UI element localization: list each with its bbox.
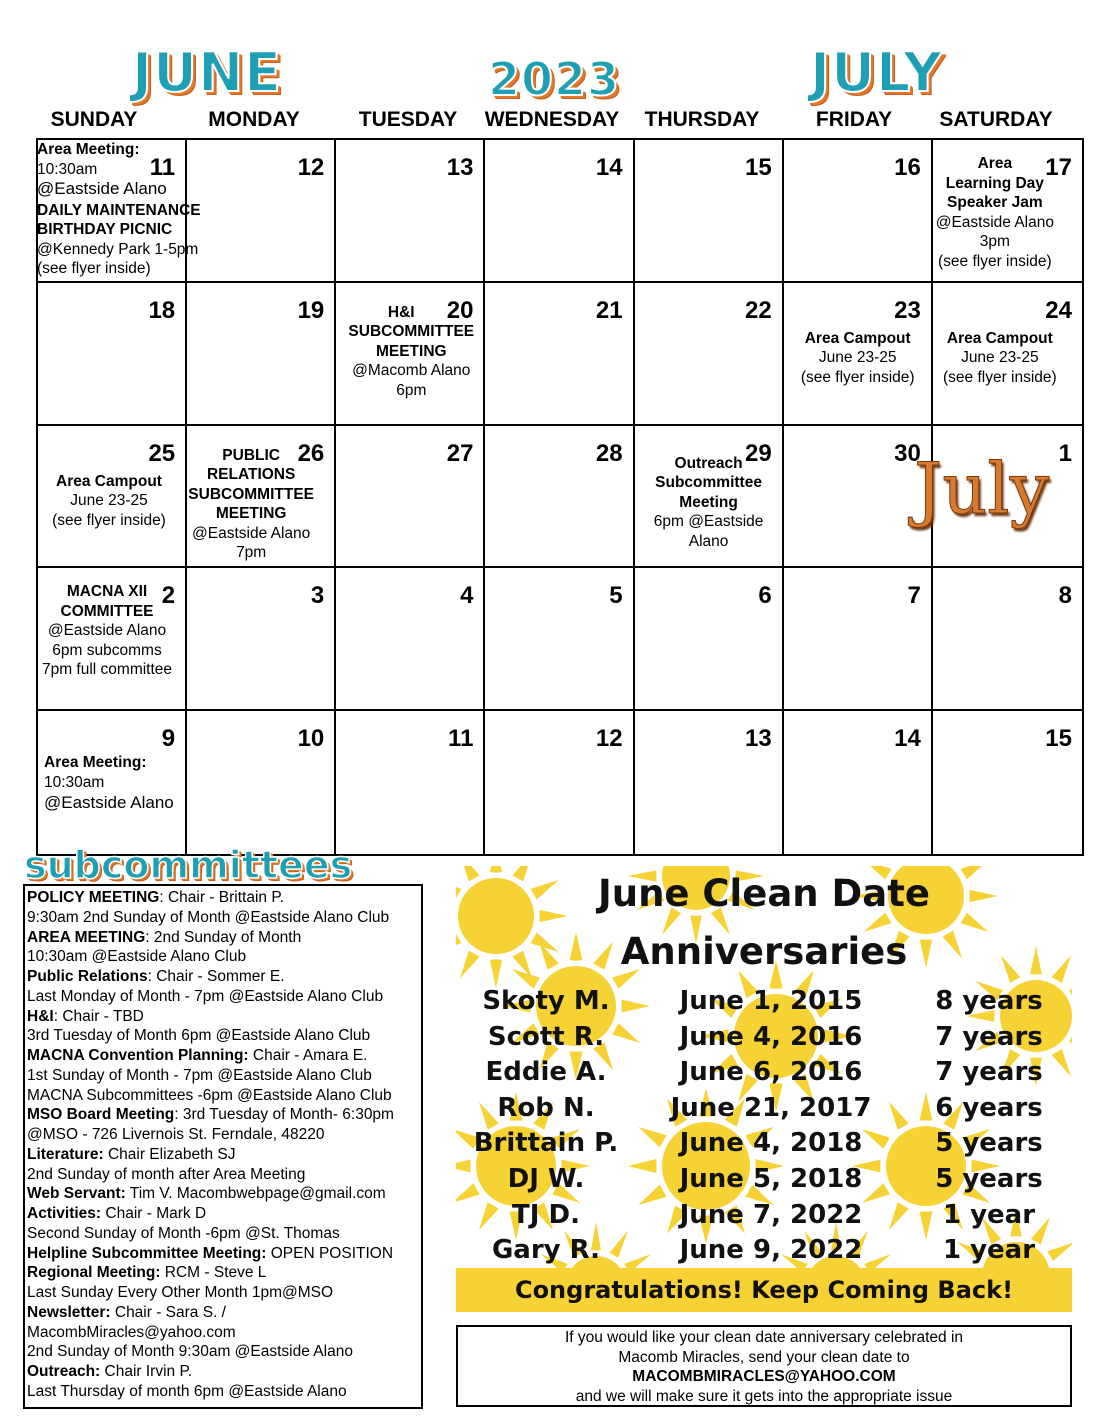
subcommittee-line: MSO Board Meeting: 3rd Tuesday of Month- 6:30pm xyxy=(27,1106,394,1124)
subcommittee-line: 3rd Tuesday of Month 6pm @Eastside Alano Club xyxy=(27,1027,371,1045)
anniversary-name: TJ D. xyxy=(512,1199,580,1230)
day-name-sunday: SUNDAY xyxy=(50,108,138,131)
subcommittee-line: 2nd Sunday of Month 9:30am @Eastside Alano xyxy=(27,1343,353,1361)
event-area-meeting: Area Meeting: 10:30am @Eastside Alano xyxy=(44,754,174,813)
anniversary-date: June 9, 2022 xyxy=(679,1235,863,1266)
day-number: 19 xyxy=(297,296,325,324)
anniversary-name: Gary R. xyxy=(491,1235,601,1266)
notice-email[interactable]: MACOMBMIRACLES@YAHOO.COM xyxy=(632,1368,896,1386)
day-number: 15 xyxy=(745,154,772,181)
day-cell[interactable] xyxy=(784,568,933,711)
day-cell[interactable] xyxy=(336,568,485,711)
day-cell[interactable] xyxy=(187,140,336,283)
event-macna-committee: MACNA XII COMMITTEE @Eastside Alano 6pm subcomms 7pm full committee xyxy=(41,583,173,679)
day-number: 4 xyxy=(460,582,474,610)
day-number: 26 xyxy=(297,439,325,467)
anniversary-name: Rob N. xyxy=(497,1092,595,1123)
anniversary-date: June 21, 2017 xyxy=(670,1092,872,1123)
day-name-saturday: SATURDAY xyxy=(939,108,1053,131)
anniversary-row xyxy=(456,1128,1072,1164)
day-number: 29 xyxy=(745,439,772,467)
anniversary-date: June 6, 2016 xyxy=(679,1057,863,1088)
anniversary-date: June 1, 2015 xyxy=(679,986,863,1016)
day-number: 16 xyxy=(894,154,921,181)
anniversaries-subtitle: Anniversaries xyxy=(620,930,908,973)
event-area-campout: Area Campout June 23-25 (see flyer inside) xyxy=(942,329,1057,386)
day-cell[interactable] xyxy=(933,140,1082,283)
event-area-campout: Area Campout June 23-25 (see flyer inside) xyxy=(52,472,166,529)
day-number: 12 xyxy=(297,154,325,181)
day-number: 27 xyxy=(446,439,474,467)
subcommittees-title: subcommittees xyxy=(24,843,353,887)
anniversary-years: 1 year xyxy=(942,1235,1036,1266)
subcommittee-line: Newsletter: Chair - Sara S. / xyxy=(27,1303,226,1321)
anniversaries-title: June Clean Date xyxy=(597,872,930,915)
day-number: 18 xyxy=(148,296,176,324)
subcommittee-line: Last Sunday Every Other Month 1pm@MSO xyxy=(27,1284,334,1301)
subcommittee-line: Web Servant: Tim V. Macombwebpage@gmail.com xyxy=(27,1185,386,1203)
subcommittee-line: POLICY MEETING: Chair - Brittain P. xyxy=(27,889,284,906)
subcommittee-line: AREA MEETING: 2nd Sunday of Month xyxy=(27,928,302,946)
day-cell[interactable] xyxy=(784,426,1050,569)
day-cell[interactable] xyxy=(485,711,634,854)
day-cell[interactable] xyxy=(336,283,485,426)
anniversary-row xyxy=(456,1200,1072,1236)
day-number: 2 xyxy=(161,582,176,610)
day-number: 28 xyxy=(595,439,623,467)
notice-line: and we will make sure it gets into the appropriate issue xyxy=(575,1387,953,1405)
day-cell[interactable] xyxy=(187,568,336,711)
subcommittee-line: Last Monday of Month - 7pm @Eastside Alano Club xyxy=(27,987,384,1005)
anniversary-name: Scott R. xyxy=(487,1021,605,1052)
day-number: 14 xyxy=(595,154,623,181)
day-cell[interactable] xyxy=(635,283,784,426)
day-number: 1 xyxy=(1058,439,1072,467)
subcommittee-line: 10:30am @Eastside Alano Club xyxy=(27,948,247,966)
day-cell[interactable] xyxy=(187,711,336,854)
anniversary-years: 1 year xyxy=(942,1199,1036,1230)
subcommittee-line: MACNA Convention Planning: Chair - Amara E. xyxy=(27,1047,368,1064)
day-cell[interactable] xyxy=(38,283,187,426)
anniversary-years: 8 years xyxy=(935,986,1043,1016)
anniversary-name: Brittain P. xyxy=(473,1128,619,1159)
day-name-friday: FRIDAY xyxy=(815,108,893,131)
day-cell[interactable] xyxy=(485,568,634,711)
anniversary-years: 7 years xyxy=(935,1057,1043,1088)
subcommittees-list xyxy=(23,884,423,1409)
anniversary-years: 5 years xyxy=(935,1164,1043,1194)
day-number: 15 xyxy=(1045,725,1072,753)
day-number: 23 xyxy=(894,296,921,324)
month-title-july: JULY xyxy=(810,41,944,104)
anniversary-row xyxy=(456,986,1072,1022)
anniversary-row xyxy=(456,1093,1072,1129)
subcommittee-line: MACNA Subcommittees -6pm @Eastside Alano Club xyxy=(27,1086,392,1104)
day-number: 30 xyxy=(894,439,921,467)
subcommittee-line: H&I: Chair - TBD xyxy=(27,1007,144,1025)
anniversary-row xyxy=(456,1164,1072,1200)
day-number: 11 xyxy=(149,154,176,181)
day-name-thursday: THURSDAY xyxy=(644,108,760,131)
congrats-text: Congratulations! Keep Coming Back! xyxy=(514,1276,1014,1304)
day-number: 21 xyxy=(595,296,623,324)
day-cell[interactable] xyxy=(187,426,336,569)
notice-line: Macomb Miracles, send your clean date to xyxy=(618,1348,910,1366)
day-cell[interactable] xyxy=(187,283,336,426)
anniversary-date: June 5, 2018 xyxy=(679,1164,863,1194)
day-number: 17 xyxy=(1045,154,1072,181)
subcommittee-line: Literature: Chair Elizabeth SJ xyxy=(27,1145,236,1163)
day-number: 8 xyxy=(1058,582,1072,610)
day-name-monday: MONDAY xyxy=(208,108,300,131)
month-title-june: JUNE xyxy=(132,41,283,104)
day-number: 12 xyxy=(595,725,623,753)
day-number: 13 xyxy=(446,154,474,181)
day-number: 6 xyxy=(758,582,772,610)
event-hi-subcommittee: H&I SUBCOMMITTEE MEETING @Macomb Alano 6pm xyxy=(348,303,475,399)
anniversary-name: Eddie A. xyxy=(485,1057,607,1088)
day-cell[interactable] xyxy=(784,283,933,426)
day-cell[interactable] xyxy=(37,140,201,283)
day-number: 22 xyxy=(745,296,772,324)
day-number: 14 xyxy=(894,725,921,753)
event-area-campout: Area Campout June 23-25 (see flyer inside) xyxy=(800,329,915,386)
day-cell[interactable] xyxy=(485,426,634,569)
anniversaries-panel xyxy=(456,866,1072,1312)
day-cell[interactable] xyxy=(635,568,784,711)
day-cell[interactable] xyxy=(336,711,485,854)
day-cell[interactable] xyxy=(784,711,933,854)
day-number: 13 xyxy=(745,725,772,753)
subcommittee-line: Public Relations: Chair - Sommer E. xyxy=(27,968,285,985)
day-number: 5 xyxy=(609,582,623,610)
day-number: 9 xyxy=(161,725,176,753)
anniversary-name: DJ W. xyxy=(507,1164,585,1194)
anniversary-row xyxy=(456,1235,1072,1271)
subcommittee-line: Outreach: Chair Irvin P. xyxy=(27,1363,193,1380)
anniversary-notice xyxy=(456,1325,1072,1407)
subcommittee-line: 9:30am 2nd Sunday of Month @Eastside Alano Club xyxy=(27,908,390,926)
day-cell[interactable] xyxy=(38,426,187,569)
subcommittee-line: Last Thursday of month 6pm @Eastside Alano xyxy=(27,1382,347,1400)
subcommittee-line: Second Sunday of Month -6pm @St. Thomas xyxy=(27,1224,340,1242)
day-number: 10 xyxy=(297,725,325,753)
day-cell[interactable] xyxy=(784,140,933,283)
subcommittee-line: Regional Meeting: RCM - Steve L xyxy=(27,1264,267,1282)
day-cell[interactable] xyxy=(38,568,187,711)
calendar-grid xyxy=(36,138,1084,856)
day-cell[interactable] xyxy=(933,711,1082,854)
day-cell[interactable] xyxy=(635,140,784,283)
day-cell[interactable] xyxy=(336,140,485,283)
day-number: 11 xyxy=(448,725,474,753)
day-cell[interactable] xyxy=(336,426,485,569)
notice-line: If you would like your clean date anniversary celebrated in xyxy=(564,1329,964,1346)
subcommittee-line: 2nd Sunday of month after Area Meeting xyxy=(27,1165,306,1183)
day-cell[interactable] xyxy=(635,426,784,569)
event-outreach: Outreach Subcommittee Meeting 6pm @Eastside Alano xyxy=(653,454,764,550)
day-cell[interactable] xyxy=(933,283,1082,426)
subcommittee-line: @MSO - 726 Livernois St. Ferndale, 48220 xyxy=(27,1126,325,1143)
anniversary-years: 5 years xyxy=(935,1128,1043,1159)
anniversary-row xyxy=(456,1022,1072,1058)
event-learning-day: Area Learning Day Speaker Jam @Eastside Alano 3pm (see flyer inside) xyxy=(935,155,1054,270)
day-cell[interactable] xyxy=(635,711,784,854)
day-cell[interactable] xyxy=(485,283,634,426)
anniversary-date: June 4, 2016 xyxy=(679,1021,863,1052)
day-cell[interactable] xyxy=(38,711,187,854)
day-cell[interactable] xyxy=(933,568,1082,711)
day-cell[interactable] xyxy=(485,140,634,283)
july-art: July xyxy=(914,447,1050,530)
anniversary-row xyxy=(456,1057,1072,1093)
day-name-wednesday: WEDNESDAY xyxy=(484,108,620,131)
year-title: 2023 xyxy=(488,52,621,106)
event-area-meeting: Area Meeting: 10:30am @Eastside Alano DAILY MAINTENANCE BIRTHDAY PICNIC @Kennedy Park 1-5pm (see flyer inside) xyxy=(37,141,201,277)
subcommittee-line: Helpline Subcommittee Meeting: OPEN POSITION xyxy=(27,1244,394,1262)
day-name-tuesday: TUESDAY xyxy=(358,108,458,131)
anniversary-years: 7 years xyxy=(935,1021,1043,1052)
anniversary-years: 6 years xyxy=(935,1092,1043,1123)
subcommittee-line: Activities: Chair - Mark D xyxy=(27,1205,207,1222)
day-number: 20 xyxy=(446,296,474,324)
day-number: 7 xyxy=(907,582,921,610)
anniversary-name: Skoty M. xyxy=(482,986,610,1016)
day-number: 25 xyxy=(148,439,176,467)
day-number: 3 xyxy=(310,582,325,610)
event-public-relations: PUBLIC RELATIONS SUBCOMMITTEE MEETING @Eastside Alano 7pm xyxy=(188,446,314,562)
anniversary-date: June 4, 2018 xyxy=(679,1128,863,1159)
day-number: 24 xyxy=(1045,296,1072,324)
subcommittee-line: 1st Sunday of Month - 7pm @Eastside Alano Club xyxy=(27,1066,372,1084)
anniversary-date: June 7, 2022 xyxy=(679,1199,863,1230)
subcommittee-line: MacombMiracles@yahoo.com xyxy=(27,1323,236,1341)
